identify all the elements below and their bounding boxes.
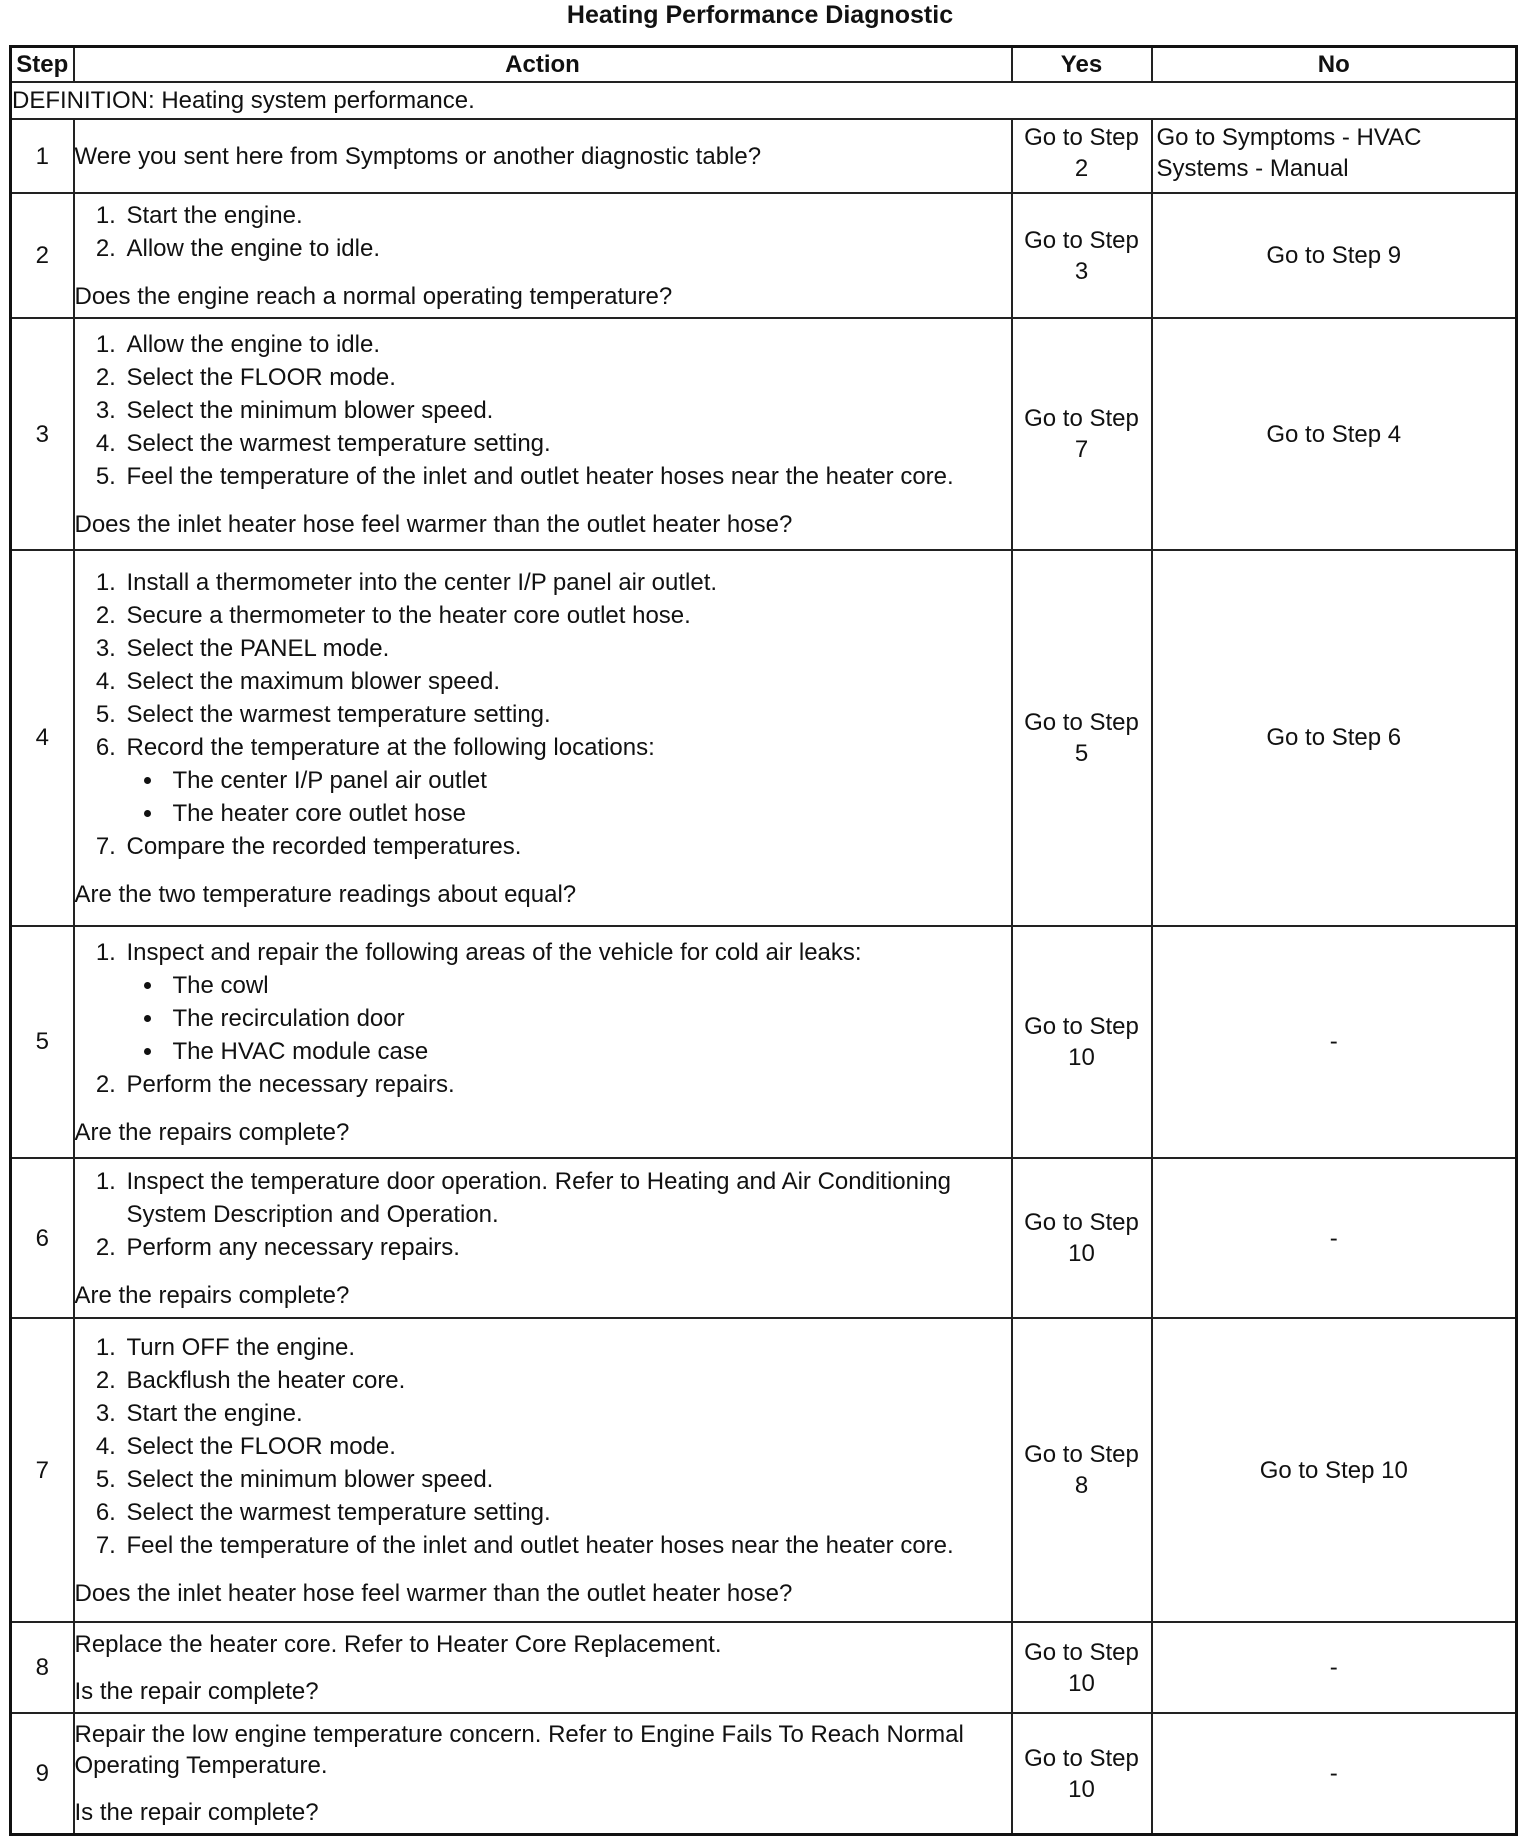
table-row	[11, 1318, 1517, 1622]
instruction-list	[75, 199, 1011, 265]
no-cell: Go to Step 6	[1152, 550, 1517, 925]
header-step: Step	[11, 47, 74, 82]
bullet-item: • The recirculation door	[165, 1002, 1011, 1035]
instruction-item: 5. Select the warmest temperature setting.	[123, 698, 1011, 731]
no-cell: Go to Step 9	[1152, 193, 1517, 318]
bullet-item: • The heater core outlet hose	[165, 797, 1011, 830]
yes-cell	[1012, 1622, 1152, 1713]
question-text: Does the inlet heater hose feel warmer than the outlet heater hose?	[74, 511, 793, 539]
action-cell	[74, 1318, 1012, 1622]
header-action: Action	[74, 47, 1012, 82]
no-cell: Go to Step 10	[1152, 1318, 1517, 1622]
question-text: Is the repair complete?	[74, 1677, 319, 1705]
bullet-list	[127, 764, 1011, 830]
step-number: 9	[11, 1713, 74, 1834]
instruction-list	[75, 1331, 1011, 1562]
instruction-item: 6. Select the warmest temperature setting.	[123, 1496, 1011, 1529]
question-text: Are the repairs complete?	[74, 1282, 350, 1310]
instruction-item: 3. Select the PANEL mode.	[123, 632, 1011, 665]
table-row	[11, 550, 1517, 925]
table-row	[11, 193, 1517, 318]
instruction-item: 1. Install a thermometer into the center I/P panel air outlet.	[123, 566, 1011, 599]
instruction-text: Record the temperature at the following locations:	[126, 733, 655, 761]
step-number: 2	[11, 193, 74, 318]
action-cell	[74, 1713, 1012, 1834]
yes-goto-label: Go to Step	[1024, 1744, 1139, 1772]
yes-goto-step: 10	[1068, 1043, 1095, 1071]
action-cell	[74, 926, 1012, 1158]
instruction-item: 2. Select the FLOOR mode.	[123, 361, 1011, 394]
step-number: 1	[11, 119, 74, 193]
instruction-item: 5. Feel the temperature of the inlet and outlet heater hoses near the heater core.	[123, 460, 1011, 493]
yes-goto-step: 10	[1068, 1669, 1095, 1697]
step-number: 4	[11, 550, 74, 925]
instruction-text: Inspect and repair the following areas of the vehicle for cold air leaks:	[126, 938, 862, 966]
table-row	[11, 119, 1517, 193]
bullet-list	[127, 969, 1011, 1068]
yes-goto-label: Go to Step	[1024, 1209, 1139, 1237]
yes-goto-label: Go to Step	[1024, 226, 1139, 254]
definition-text: DEFINITION: Heating system performance.	[11, 82, 1517, 120]
yes-goto-label: Go to Step	[1024, 708, 1139, 736]
bullet-item: • The cowl	[165, 969, 1011, 1002]
yes-goto-label: Go to Step	[1024, 1638, 1139, 1666]
yes-cell	[1012, 1713, 1152, 1834]
header-yes: Yes	[1012, 47, 1152, 82]
step-number: 8	[11, 1622, 74, 1713]
instruction-list	[75, 566, 1011, 863]
yes-goto-label: Go to Step	[1024, 124, 1139, 152]
diagnostic-table	[9, 45, 1518, 1836]
yes-goto-step: 5	[1074, 739, 1089, 767]
step-number: 7	[11, 1318, 74, 1622]
instruction-item: 4. Select the warmest temperature setting.	[123, 427, 1011, 460]
table-row	[11, 318, 1517, 550]
instruction-item: 2. Perform the necessary repairs.	[123, 1068, 1011, 1101]
instruction-item	[123, 936, 1011, 1068]
action-cell	[74, 550, 1012, 925]
yes-cell	[1012, 1318, 1152, 1622]
document-title: Heating Performance Diagnostic	[566, 1, 954, 29]
instruction-item: 4. Select the FLOOR mode.	[123, 1430, 1011, 1463]
action-cell	[74, 119, 1012, 193]
no-cell: -	[1152, 1158, 1517, 1319]
instruction-item: 3. Start the engine.	[123, 1397, 1011, 1430]
instruction-list	[75, 936, 1011, 1101]
yes-goto-step: 2	[1074, 155, 1089, 183]
instruction-item: 2. Perform any necessary repairs.	[123, 1231, 1011, 1264]
instruction-item: 4. Select the maximum blower speed.	[123, 665, 1011, 698]
step-number: 3	[11, 318, 74, 550]
action-text: Replace the heater core. Refer to Heater Core Replacement.	[74, 1630, 722, 1658]
table-row	[11, 1713, 1517, 1834]
step-number: 6	[11, 1158, 74, 1319]
instruction-item: 2. Allow the engine to idle.	[123, 232, 1011, 265]
instruction-list	[75, 328, 1011, 493]
instruction-item: 7. Feel the temperature of the inlet and outlet heater hoses near the heater core.	[123, 1529, 1011, 1562]
yes-cell	[1012, 193, 1152, 318]
table-row	[11, 926, 1517, 1158]
no-cell: -	[1152, 1713, 1517, 1834]
yes-cell	[1012, 550, 1152, 925]
action-cell	[74, 1158, 1012, 1319]
header-no: No	[1152, 47, 1517, 82]
yes-goto-step: 8	[1074, 1472, 1089, 1500]
no-cell: Go to Step 4	[1152, 318, 1517, 550]
instruction-item: 1. Start the engine.	[123, 199, 1011, 232]
yes-cell	[1012, 926, 1152, 1158]
yes-goto-step: 7	[1074, 436, 1089, 464]
no-cell: -	[1152, 1622, 1517, 1713]
yes-goto-label: Go to Step	[1024, 1441, 1139, 1469]
step-number: 5	[11, 926, 74, 1158]
action-cell	[74, 1622, 1012, 1713]
question-text: Are the repairs complete?	[74, 1118, 350, 1146]
table-row	[11, 1158, 1517, 1319]
question-text: Does the engine reach a normal operating temperature?	[74, 283, 673, 311]
yes-goto-step: 10	[1068, 1240, 1095, 1268]
instruction-item: 2. Secure a thermometer to the heater core outlet hose.	[123, 599, 1011, 632]
instruction-item: 1. Inspect the temperature door operation. Refer to Heating and Air Conditioning System Description and Operation.	[123, 1165, 1011, 1231]
yes-cell	[1012, 119, 1152, 193]
definition-row	[11, 82, 1517, 120]
action-cell	[74, 318, 1012, 550]
yes-goto-label: Go to Step	[1024, 405, 1139, 433]
question-text: Are the two temperature readings about equal?	[74, 880, 577, 908]
instruction-item: 3. Select the minimum blower speed.	[123, 394, 1011, 427]
bullet-item: • The HVAC module case	[165, 1035, 1011, 1068]
instruction-item: 1. Allow the engine to idle.	[123, 328, 1011, 361]
header-row	[11, 47, 1517, 82]
instruction-item: 1. Turn OFF the engine.	[123, 1331, 1011, 1364]
question-text: Is the repair complete?	[74, 1799, 319, 1827]
yes-goto-step: 10	[1068, 1775, 1095, 1803]
instruction-item: 7. Compare the recorded temperatures.	[123, 830, 1011, 863]
instruction-item: 5. Select the minimum blower speed.	[123, 1463, 1011, 1496]
table-row	[11, 1622, 1517, 1713]
bullet-item: • The center I/P panel air outlet	[165, 764, 1011, 797]
no-cell: Go to Symptoms - HVAC Systems - Manual	[1152, 119, 1517, 193]
yes-cell	[1012, 1158, 1152, 1319]
action-text: Were you sent here from Symptoms or another diagnostic table?	[74, 142, 762, 170]
action-cell	[74, 193, 1012, 318]
question-text: Does the inlet heater hose feel warmer than the outlet heater hose?	[74, 1580, 793, 1608]
instruction-item	[123, 731, 1011, 830]
no-cell: -	[1152, 926, 1517, 1158]
action-text: Repair the low engine temperature concern. Refer to Engine Fails To Reach Normal Operating Temperature.	[74, 1721, 964, 1780]
yes-goto-label: Go to Step	[1024, 1012, 1139, 1040]
yes-cell	[1012, 318, 1152, 550]
yes-goto-step: 3	[1074, 257, 1089, 285]
instruction-item: 2. Backflush the heater core.	[123, 1364, 1011, 1397]
instruction-list	[75, 1165, 1011, 1264]
